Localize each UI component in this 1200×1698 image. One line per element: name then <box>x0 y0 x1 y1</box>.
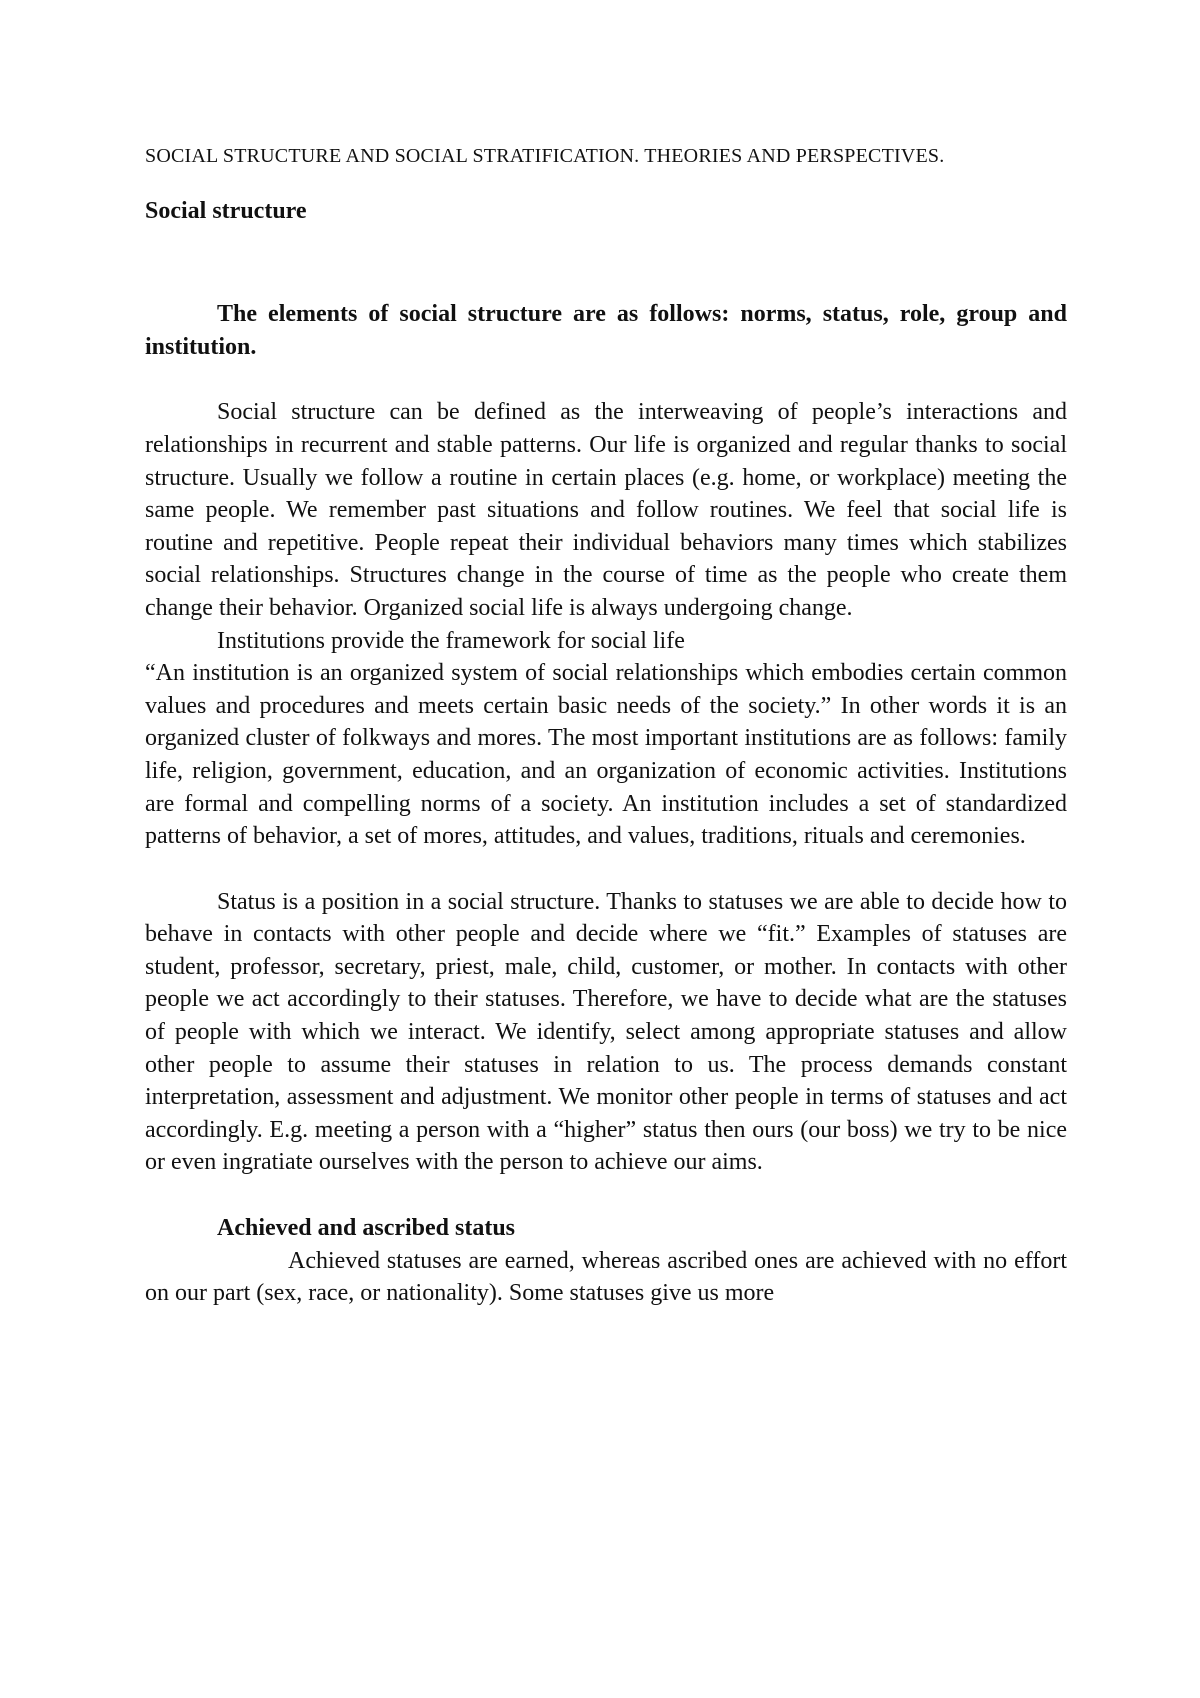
institutions-line: Institutions provide the framework for social life <box>217 627 685 654</box>
paragraph-achieved: Achieved statuses are earned, whereas ascribed ones are achieved with no effort on our part (sex, race, or nationality). Some statuses give us more <box>145 1247 1067 1307</box>
section-heading: Social structure <box>145 197 307 224</box>
paragraph-status: Status is a position in a social structure. Thanks to statuses we are able to decide how to behave in contacts with other people and decide where we “fit.” Examples of statuses are student, professor, secretary, priest, male, child, customer, or mother. In contacts with other people we act accordingly to their statuses. Therefore, we have to decide what are the statuses of people with which we interact. We identify, select among appropriate statuses and allow other people to assume their statuses in relation to us. The process demands constant interpretation, assessment and adjustment. We monitor other people in terms of statuses and act accordingly. E.g. meeting a person with a “higher” status then ours (our boss) we try to be nice or even ingratiate ourselves with the person to achieve our aims. <box>145 888 1067 1176</box>
paragraph-social-structure: Social structure can be defined as the interweaving of people’s interactions and relationships in recurrent and stable patterns. Our life is organized and regular thanks to social structure. Usually we follow a routine in certain places (e.g. home, or workplace) meeting the same people. We remember past situations and follow routines. We feel that social life is routine and repetitive. People repeat their individual behaviors many times which stabilizes social relationships. Structures change in the course of time as the people who create them change their behavior. Organized social life is always undergoing change. <box>145 399 1067 621</box>
paragraph-institution: “An institution is an organized system of social relationships which embodies certain common values and procedures and meets certain basic needs of the society.” In other words it is an organized cluster of folkways and mores. The most important institutions are as follows: family life, religion, government, education, and an organization of economic activities. Institutions are formal and compelling norms of a society. An institution includes a set of standardized patterns of behavior, a set of mores, attitudes, and values, traditions, rituals and ceremonies. <box>145 660 1067 850</box>
lead-statement: The elements of social structure are as follows: norms, status, role, group and institution. <box>145 301 1067 360</box>
subheading-achieved-ascribed: Achieved and ascribed status <box>217 1215 516 1242</box>
document-title: SOCIAL STRUCTURE AND SOCIAL STRATIFICATION. THEORIES AND PERSPECTIVES. <box>145 145 945 167</box>
